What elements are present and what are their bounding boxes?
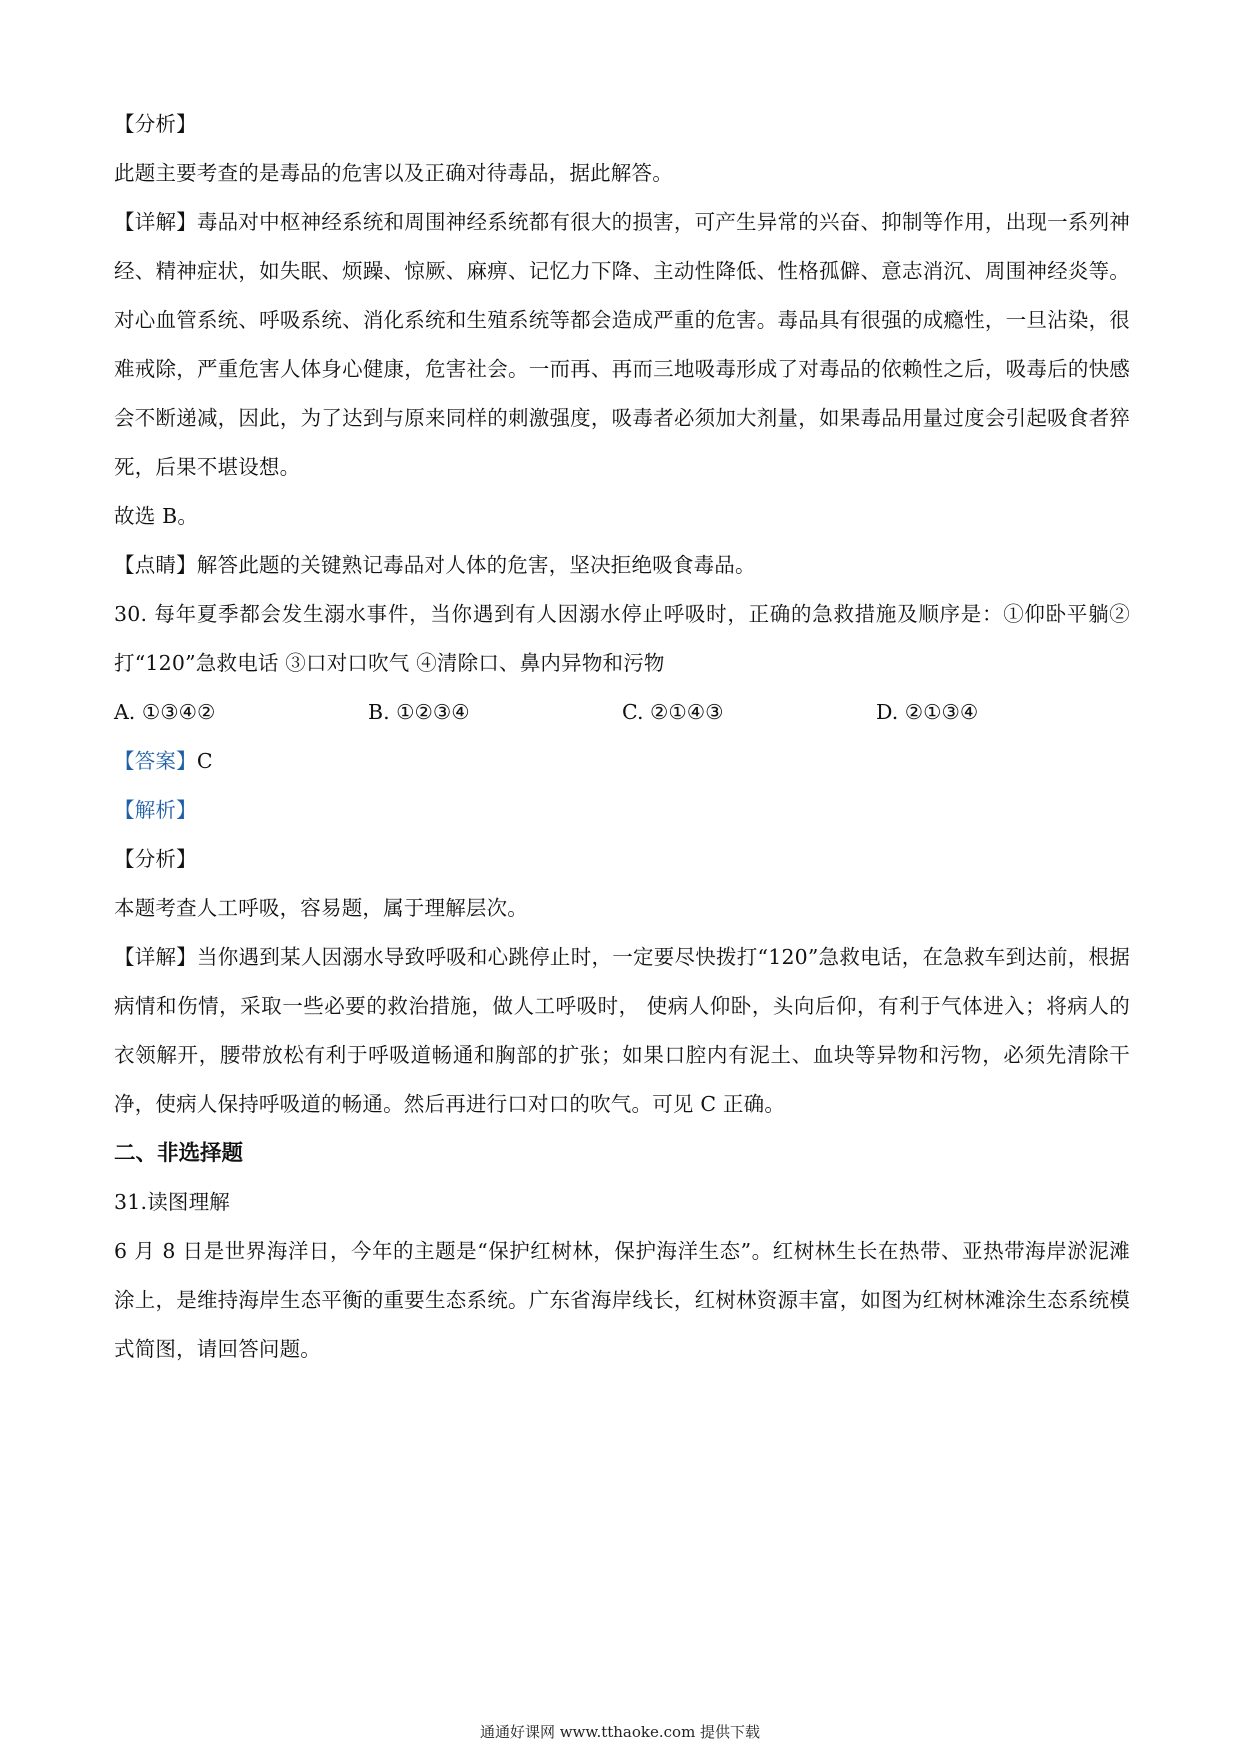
analysis-text: 此题主要考查的是毒品的危害以及正确对待毒品，据此解答。 (114, 161, 673, 185)
key-point: 【点睛】解答此题的关键熟记毒品对人体的危害，坚决拒绝吸食毒品。 (114, 553, 756, 577)
section-heading: 二、非选择题 (114, 1141, 244, 1166)
analysis-label: 【分析】 (114, 112, 197, 136)
question-31-title: 31.读图理解 (114, 1190, 231, 1214)
explain-label: 【解析】 (114, 798, 197, 822)
choice-conclusion: 故选 B。 (114, 504, 199, 528)
question-30-options (114, 688, 1130, 737)
option-a: A. ①③④② (114, 700, 216, 724)
detail-paragraph-30: 【详解】当你遇到某人因溺水导致呼吸和心跳停止时，一定要尽快拨打“120”急救电话，在急救车到达前，根据病情和伤情，采取一些必要的救治措施，做人工呼吸时， 使病人仰卧，头向后仰，有利于气体进入；将病人的衣领解开，腰带放松有利于呼吸道畅通和胸部的扩张；如果口腔内有泥土、血块等异物和污物，必须先清除干净，使病人保持呼吸道的畅通。然后再进行口对口的吹气。可见 C 正确。 (114, 945, 1130, 1116)
option-c: C. ②①④③ (622, 700, 724, 724)
page-footer: 通通好课网 www.tthaoke.com 提供下载 (479, 1723, 761, 1741)
analysis-label-30: 【分析】 (114, 847, 197, 871)
analysis-text-30: 本题考查人工呼吸，容易题，属于理解层次。 (114, 896, 528, 920)
option-b: B. ①②③④ (368, 700, 470, 724)
question-31-text: 6 月 8 日是世界海洋日，今年的主题是“保护红树林，保护海洋生态”。红树林生长在热带、亚热带海岸淤泥滩涂上，是维持海岸生态平衡的重要生态系统。广东省海岸线长，红树林资源丰富，如图为红树林滩涂生态系统模式简图，请回答问题。 (114, 1239, 1130, 1361)
answer-line (114, 737, 1130, 786)
detail-paragraph: 【详解】毒品对中枢神经系统和周围神经系统都有很大的损害，可产生异常的兴奋、抑制等作用，出现一系列神经、精神症状，如失眠、烦躁、惊厥、麻痹、记忆力下降、主动性降低、性格孤僻、意志消沉、周围神经炎等。对心血管系统、呼吸系统、消化系统和生殖系统等都会造成严重的危害。毒品具有很强的成瘾性，一旦沾染，很难戒除，严重危害人体身心健康，危害社会。一而再、再而三地吸毒形成了对毒品的依赖性之后，吸毒后的快感会不断递减，因此，为了达到与原来同样的刺激强度，吸毒者必须加大剂量，如果毒品用量过度会引起吸食者猝死，后果不堪设想。 (114, 210, 1130, 479)
answer-label: 【答案】 (114, 749, 197, 773)
answer-value: C (196, 749, 213, 773)
option-d: D. ②①③④ (876, 700, 979, 724)
question-30-stem: 30. 每年夏季都会发生溺水事件，当你遇到有人因溺水停止呼吸时，正确的急救措施及顺序是：①仰卧平躺②打“120”急救电话 ③口对口吹气 ④清除口、鼻内异物和污物 (114, 602, 1130, 675)
page-content (114, 100, 1130, 1374)
